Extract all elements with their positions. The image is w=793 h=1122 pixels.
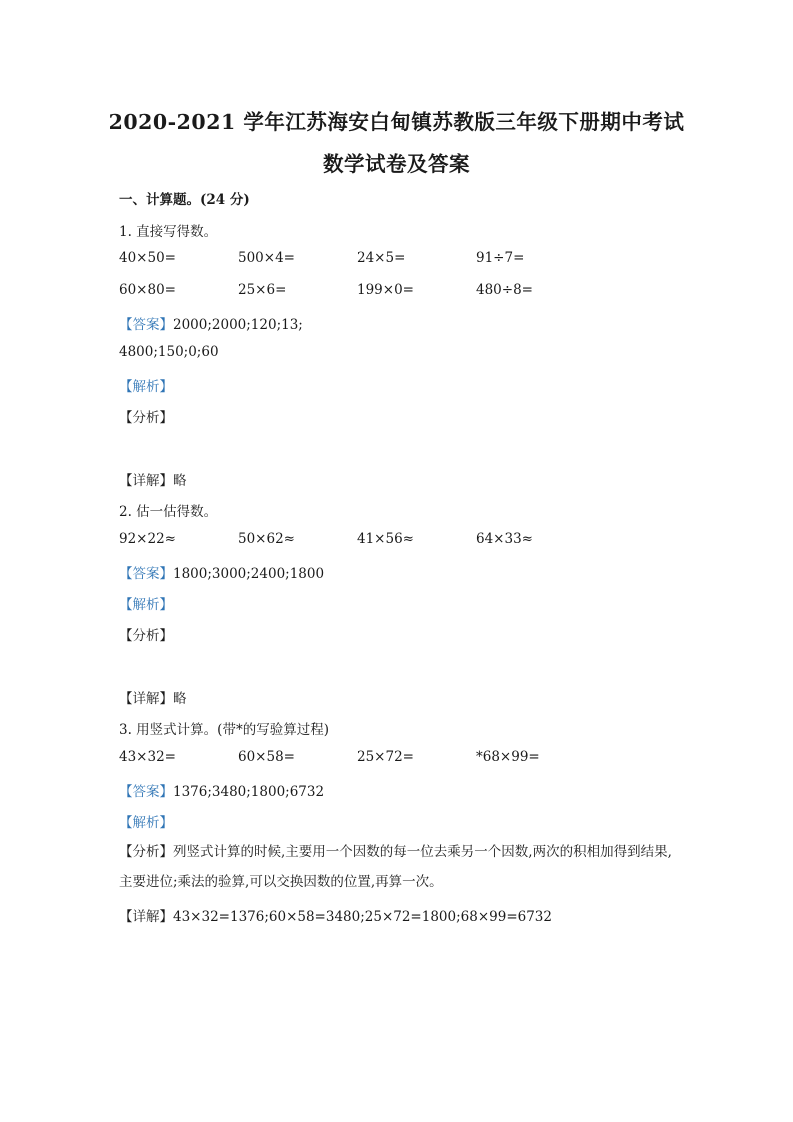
q2-item: 50×62≈ bbox=[238, 531, 295, 547]
answer-tag: 【答案】 bbox=[119, 784, 173, 800]
title-line-1: 2020-2021 学年江苏海安白甸镇苏教版三年级下册期中考试 bbox=[108, 110, 685, 134]
q1-item: 25×6= bbox=[238, 282, 287, 298]
q1-stem: 1. 直接写得数。 bbox=[119, 224, 218, 240]
q3-detail bbox=[119, 905, 552, 925]
q3-answer bbox=[119, 780, 324, 800]
q1-row-2 bbox=[0, 282, 793, 302]
detail-tag: 【详解】 bbox=[119, 473, 173, 489]
q2-detail bbox=[119, 687, 187, 707]
q2-detail-value: 略 bbox=[173, 691, 187, 707]
q2-stem: 2. 估一估得数。 bbox=[119, 504, 218, 520]
q1-answer bbox=[119, 313, 303, 333]
q2-item: 41×56≈ bbox=[357, 531, 414, 547]
q3-fenxi-text: 列竖式计算的时候,主要用一个因数的每一位去乘另一个因数,两次的积相加得到结果,主要进位;乘法的验算,可以交换因数的位置,再算一次。 bbox=[119, 844, 672, 890]
answer-tag: 【答案】 bbox=[119, 566, 173, 582]
q1-answer-value-1: 2000;2000;120;13; bbox=[173, 317, 303, 333]
answer-tag: 【答案】 bbox=[119, 317, 173, 333]
q3-item: 25×72= bbox=[357, 749, 414, 765]
q3-fenxi bbox=[119, 837, 679, 897]
q3-stem: 3. 用竖式计算。(带*的写验算过程) bbox=[119, 722, 329, 738]
q2-fenxi-tag: 【分析】 bbox=[119, 628, 173, 644]
q1-item: 480÷8= bbox=[476, 282, 533, 298]
q1-answer-line-2: 4800;150;0;60 bbox=[119, 344, 219, 360]
q1-item: 24×5= bbox=[357, 250, 406, 266]
title-line-2: 数学试卷及答案 bbox=[323, 152, 470, 176]
q2-item: 64×33≈ bbox=[476, 531, 533, 547]
q1-item: 91÷7= bbox=[476, 250, 525, 266]
detail-tag: 【详解】 bbox=[119, 691, 173, 707]
q1-detail bbox=[119, 469, 187, 489]
fenxi-tag: 【分析】 bbox=[119, 844, 173, 860]
q1-item: 40×50= bbox=[119, 250, 176, 266]
q3-item: 43×32= bbox=[119, 749, 176, 765]
q1-item: 60×80= bbox=[119, 282, 176, 298]
q2-answer bbox=[119, 562, 324, 582]
q3-row-1 bbox=[0, 749, 793, 769]
q2-analysis-tag: 【解析】 bbox=[119, 597, 173, 613]
q2-answer-value: 1800;3000;2400;1800 bbox=[173, 566, 325, 582]
q3-analysis-tag: 【解析】 bbox=[119, 815, 173, 831]
q3-detail-value: 43×32=1376;60×58=3480;25×72=1800;68×99=6732 bbox=[173, 909, 552, 925]
q3-item: *68×99= bbox=[476, 749, 540, 765]
q1-item: 199×0= bbox=[357, 282, 414, 298]
q1-row-1 bbox=[0, 250, 793, 270]
q3-item: 60×58= bbox=[238, 749, 295, 765]
q1-item: 500×4= bbox=[238, 250, 295, 266]
q2-row-1 bbox=[0, 531, 793, 551]
q1-fenxi-tag: 【分析】 bbox=[119, 410, 173, 426]
section-heading: 一、计算题。(24 分) bbox=[119, 192, 250, 208]
detail-tag: 【详解】 bbox=[119, 909, 173, 925]
q2-item: 92×22≈ bbox=[119, 531, 176, 547]
q1-detail-value: 略 bbox=[173, 473, 187, 489]
q1-analysis-tag: 【解析】 bbox=[119, 379, 173, 395]
q3-answer-value: 1376;3480;1800;6732 bbox=[173, 784, 325, 800]
